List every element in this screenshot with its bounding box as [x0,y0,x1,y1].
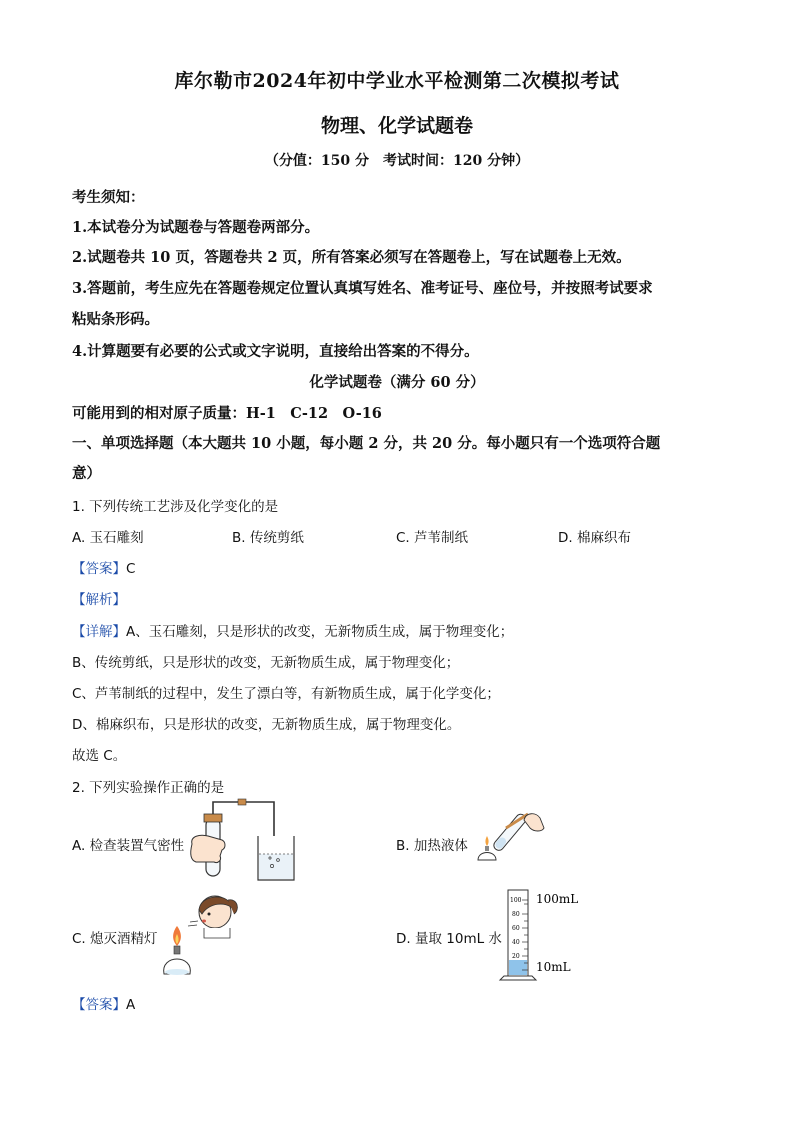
q2-stem: 2. 下列实验操作正确的是 [72,780,225,796]
tick-label: 40 [512,939,520,946]
q2-option-a: A. 检查装置气密性 [72,838,185,854]
cylinder-bottom-label: 10mL [536,960,571,974]
chem-section-title: 化学试题卷（满分 60 分） [309,374,485,391]
answer-tag: 【答案】 [72,997,126,1013]
atomic-mass-line: 可能用到的相对原子质量：H-1 C-12 O-16 [72,405,382,422]
answer-value: A [126,997,136,1013]
part-title-cont: 意） [72,465,101,482]
notice-item: 粘贴条形码。 [72,311,159,328]
q2-option-b: B. 加热液体 [396,838,468,854]
q1-option-b: B. 传统剪纸 [232,530,304,546]
analysis-tag: 【解析】 [72,592,126,608]
answer-tag: 【答案】 [72,561,126,577]
notice-item: 2.试题卷共 10 页，答题卷共 2 页，所有答案必须写在答题卷上，写在试题卷上无效。 [72,249,631,266]
exam-info: （分值：150 分 考试时间：120 分钟） [264,153,530,169]
q1-detail-line: B、传统剪纸，只是形状的改变，无新物质生成，属于物理变化； [72,655,460,671]
q2-answer [72,993,135,1013]
q1-option-c: C. 芦苇制纸 [396,530,469,546]
tick-label: 60 [512,925,520,932]
q1-conclusion: 故选 C。 [72,748,127,764]
q1-detail-line: D、棉麻织布，只是形状的改变，无新物质生成，属于物理变化。 [72,717,461,733]
notice-item: 3.答题前，考生应先在答题卷规定位置认真填写姓名、准考证号、座位号，并按照考试要求 [72,280,653,297]
tick-label: 20 [512,953,520,960]
heat-liquid-illustration [476,806,546,868]
q2-option-c: C. 熄灭酒精灯 [72,931,158,947]
water-fill [509,960,527,975]
q1-detail-line [72,620,513,640]
airtight-check-illustration [186,796,316,886]
q1-answer [72,557,135,577]
notice-heading: 考生须知： [72,189,145,206]
exam-subtitle: 物理、化学试题卷 [320,115,473,137]
detail-tag: 【详解】 [72,624,126,640]
notice-item: 1.本试卷分为试题卷与答题卷两部分。 [72,219,320,236]
q2-option-d [396,927,502,947]
notice-item: 4.计算题要有必要的公式或文字说明，直接给出答案的不得分。 [72,343,479,360]
option-d-text: D. 量取 10mL 水 [396,931,502,947]
q1-option-d: D. 棉麻织布 [558,530,631,546]
answer-value: C [126,561,136,577]
detail-text: A、玉石雕刻，只是形状的改变，无新物质生成，属于物理变化； [126,624,514,640]
tick-label: 100 [510,897,522,904]
q1-stem: 1. 下列传统工艺涉及化学变化的是 [72,499,279,515]
exam-title: 库尔勒市2024年初中学业水平检测第二次模拟考试 [174,70,620,92]
part-title: 一、单项选择题（本大题共 10 小题，每小题 2 分，共 20 分。每小题只有一个选项符合题 [72,435,661,452]
cylinder-top-label: 100mL [536,892,579,906]
extinguish-lamp-illustration [160,890,244,980]
q1-option-a: A. 玉石雕刻 [72,530,144,546]
q1-detail-line: C、芦苇制纸的过程中，发生了漂白等，有新物质生成，属于化学变化； [72,686,500,702]
tick-label: 80 [512,911,520,918]
graduated-cylinder-illustration [496,884,586,984]
